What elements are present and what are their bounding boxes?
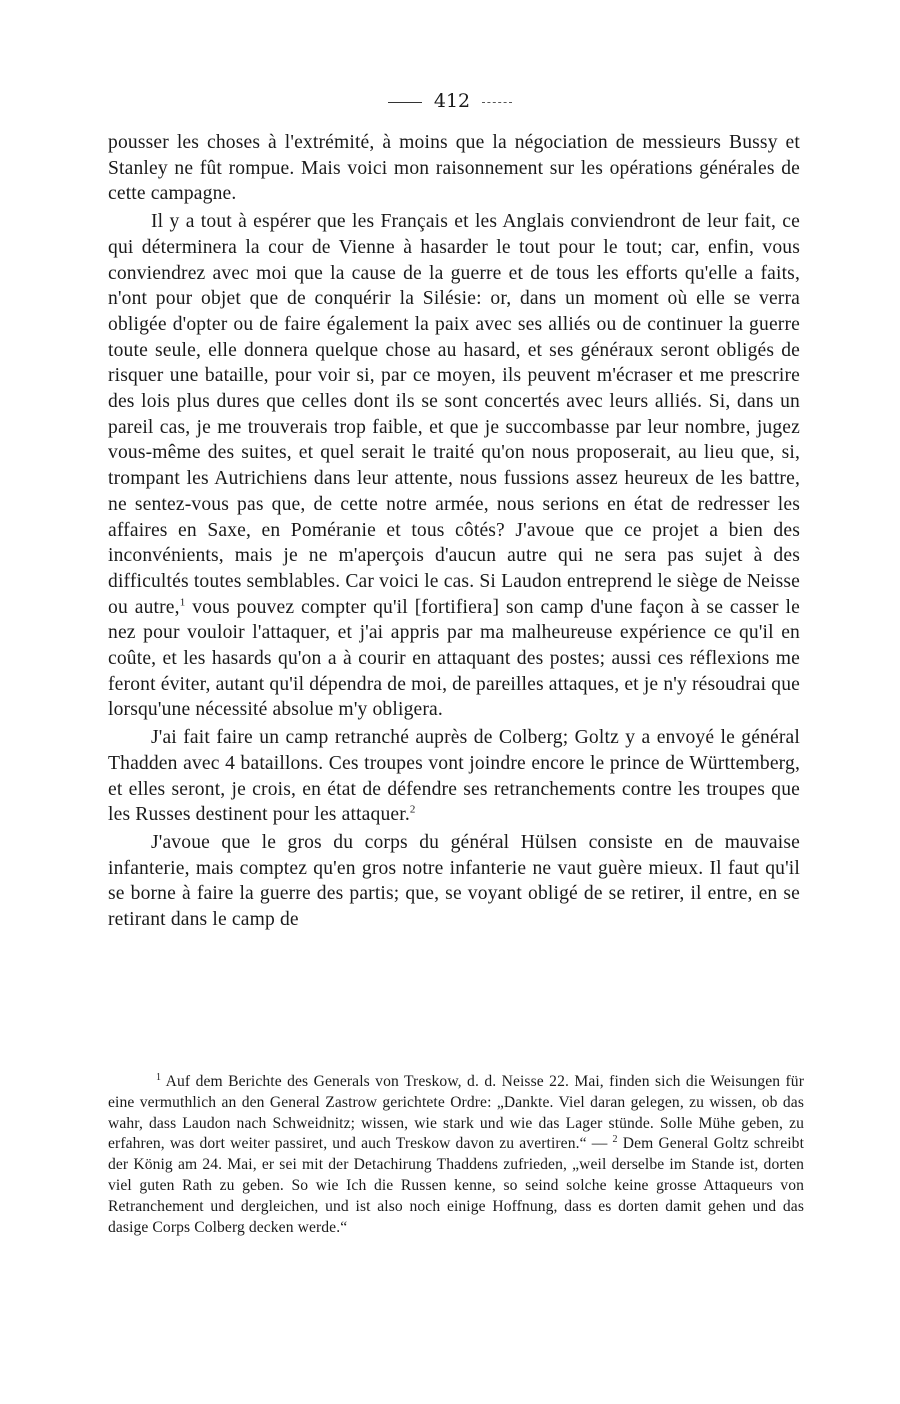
footnote-marker-2: 2 (612, 1134, 618, 1146)
footnote-ref-2: 2 (409, 803, 416, 816)
footnotes (108, 1072, 804, 1238)
paragraph-2-text: Il y a tout à espérer que les Français et les Anglais conviendront de leur fait, ce qui déterminera la cour de Vienne à hasarder le tout pour le tout; car, enfin, vous conviendrez avec moi que la cause de la guerre et de tous les efforts qu'elle a faits, n'ont pour objet que de conquérir la Silésie: or, dans un moment où elle se verra obligée d'opter ou de faire également la paix avec ses alliés ou de continuer la guerre toute seule, elle donnera quelque chose au hasard, et ses généraux seront obligés de risquer une bataille, pour voir si, par ce moyen, ils peuvent m'écraser et me prescrire des lois plus dures que celles dont ils se sont concertés avec leurs alliés. Si, dans un pareil cas, je me trouverais trop faible, et que je succombasse par leur nombre, jugez vous-même des suites, et quel serait le traité qu'on nous proposerait, au lieu que, si, trompant les Autrichiens dans leur attente, nous fussions assez heureux de les battre, ne sentez-vous pas que, de cette notre armée, nous serions en état de redresser les affaires en Saxe, en Poméranie et tous côtés? J'avoue que ce projet a bien des inconvénients, mais je ne m'aperçois d'aucun autre qui ne sera pas sujet à des difficultés toutes semblables. Car voici le cas. Si Laudon entreprend le siège de Neisse ou autre, (108, 211, 800, 618)
paragraph-1: pousser les choses à l'extrémité, à moins que la négociation de messieurs Bussy et Stanley ne fût rompue. Mais voici mon raisonnement sur les opérations générales de cette campagne. (108, 132, 800, 205)
footnote-marker-1: 1 (156, 1071, 162, 1083)
page-number: 412 (433, 90, 471, 112)
footnote-1-text: Auf dem Berichte des Generals von Treskow, d. d. Neisse 22. Mai, finden sich die Weisungen für eine vermuthlich an den General Zastrow gerichtete Ordre: „Dankte. Viel daran gelegen, zu wissen, ob das wahr, dass Laudon nach Schweidnitz; wissen, wie stark und wie das Lager stünde. Solle Mühe geben, zu erfahren, was dort weiter passiret, und auch Treskow davon zu avertiren.“ — (108, 1073, 805, 1153)
paragraph-3 (108, 725, 800, 828)
paragraph-3-text: J'ai fait faire un camp retranché auprès de Colberg; Goltz y a envoyé le général Thadden avec 4 bataillons. Ces troupes vont joindre encore le prince de Württemberg, et elles seront, je crois, en état de défendre ses retranchements contre les troupes que les Russes destinent pour les attaquer. (108, 727, 800, 826)
header-rule-left (388, 102, 422, 103)
paragraph-2 (108, 209, 800, 723)
footnote-ref-1: 1 (179, 596, 186, 609)
main-text (108, 130, 800, 933)
paragraph-2-continued: vous pouvez compter qu'il [fortifiera] son camp d'une façon à se casser le nez pour vouloir l'attaquer, et j'ai appris par ma malheureuse expérience ce qu'il en coûte, et les hasards qu'on a à courir en attaquant des postes; aussi ces réflexions me feront éviter, autant qu'il dépendra de moi, de pareilles attaques, et je n'y résoudrai que lorsqu'une nécessité absolue m'y obligera. (108, 596, 800, 721)
footnote-1 (108, 1072, 804, 1238)
page-header (0, 88, 900, 114)
header-rule-right (482, 102, 512, 103)
paragraph-4: J'avoue que le gros du corps du général Hülsen consiste en de mauvaise infanterie, mais comptez qu'en gros notre infanterie ne vaut guère mieux. Il faut qu'il se borne à faire la guerre des partis; que, se voyant obligé de se retirer, il entre, en se retirant dans le camp de (108, 831, 800, 931)
footnote-2-text: Dem General Goltz schreibt der König am 24. Mai, er sei mit der Detachirung Thaddens zufrieden, „weil derselbe im Stande ist, dorten viel guten Rath zu geben. So wie Ich die Russen kenne, so seind solche keine grosse Attaqueurs von Retranchement und dergleichen, und ist also noch einige Hoffnung, dass es dorten damit gehen und das dasige Corps Colberg decken werde.“ (108, 1135, 804, 1236)
